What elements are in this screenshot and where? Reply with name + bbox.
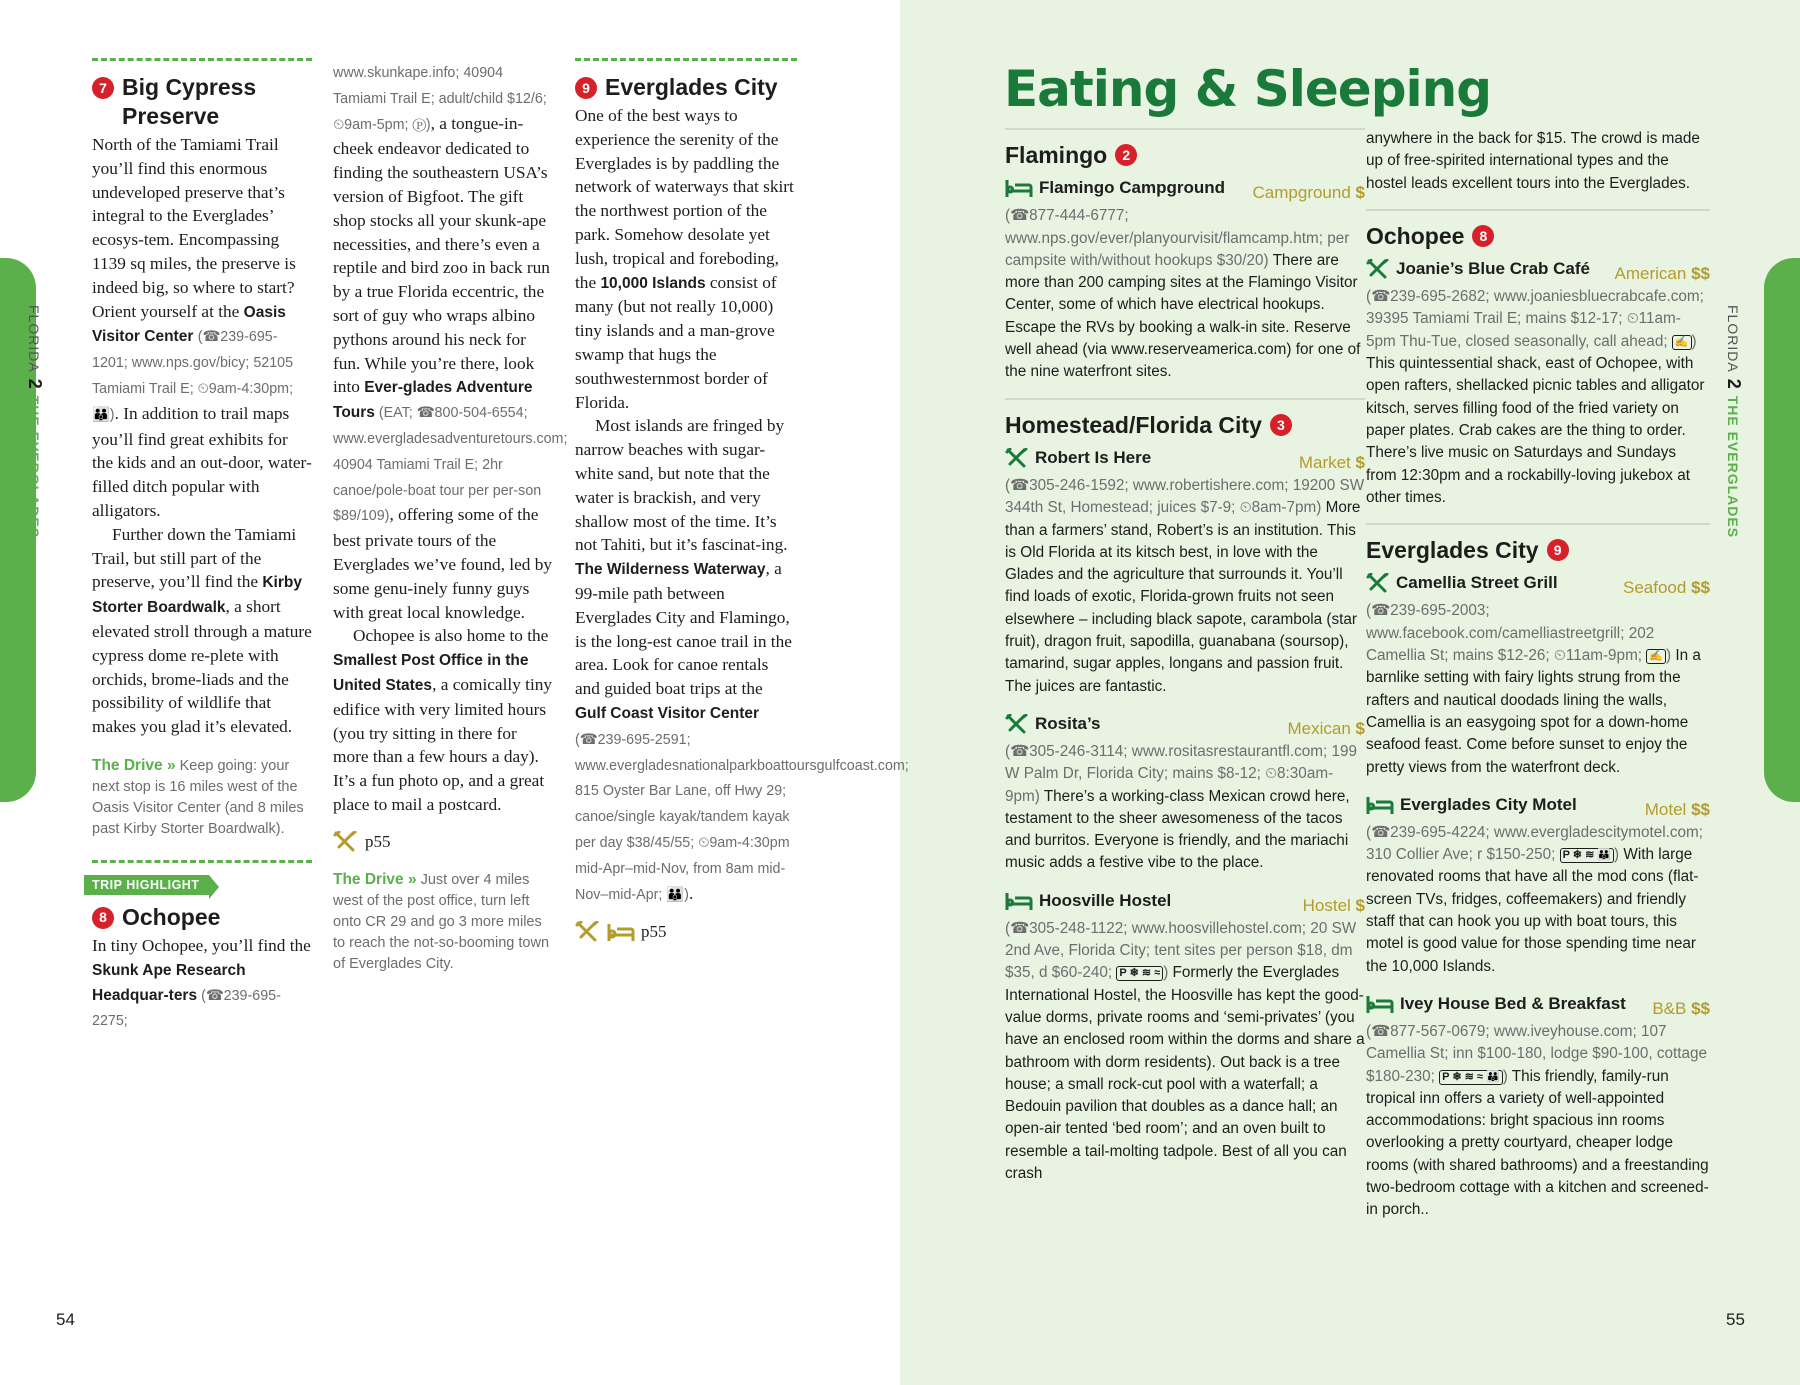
section-title: Everglades City	[1366, 537, 1539, 564]
section-heading	[1005, 144, 1365, 166]
price-indicator: $$	[1691, 578, 1710, 598]
section-rule	[1366, 523, 1710, 525]
price-indicator: $	[1355, 718, 1365, 738]
stop-body	[92, 523, 312, 739]
listing-name-text: Hoosville Hostel	[1039, 890, 1172, 910]
sleeping-icon	[1366, 994, 1394, 1014]
listing-info: )	[1691, 332, 1697, 350]
cross-reference[interactable]	[575, 921, 797, 943]
running-head-region: FLORIDA	[26, 305, 42, 373]
stop-heading	[92, 73, 312, 131]
listing-name-text: Ivey House Bed & Breakfast	[1400, 993, 1626, 1013]
sleeping-icon	[1005, 891, 1033, 911]
sleeping-icon	[607, 921, 635, 943]
poi-info: (☎239-695-2591; www.evergladesnationalparkboattoursgulfcoast.com; 815 Oyster Bar Lane, off Hwy 29; canoe/single kayak/tandem kayak per day $38/45/55; ⏲9am-4:30pm mid-Apr–mid-Nov, from 8am mid-Nov–mid-Apr; 👪)	[575, 731, 909, 903]
section-divider	[575, 58, 797, 61]
listing-text: Formerly the Everglades International Hostel, the Hoosville has kept the good-value dorms, private rooms and ‘semi-privates’ (you have an enclosed room within the dorms and share a bathroom with dorm residents). Out back is a tree house; a small rock-cut pool with a waterfall; a Bedouin pavilion that doubles as a dance hall; an open-air tented ‘bed room’; and an oven built to resemble a tail-molting tadpole. Best of all you can crash	[1005, 964, 1365, 1182]
page-number-right: 55	[1726, 1310, 1745, 1329]
eating-icon	[1366, 573, 1390, 593]
listing-header	[1366, 992, 1710, 1021]
listing	[1366, 992, 1710, 1222]
listing-info: )	[1163, 964, 1169, 982]
listing-info: )	[1502, 1067, 1508, 1085]
listing-info: (☎305-246-3114; www.rositasrestaurantfl.com; 199 W Palm Dr, Florida City; mains $8-12; ⏲8:30am-9pm)	[1005, 742, 1358, 805]
listing-body	[1366, 286, 1710, 509]
listing-name	[1366, 992, 1626, 1016]
amenity-icons: ✍	[1646, 649, 1666, 664]
listing-info: (☎239-695-2682; www.joaniesbluecrabcafe.com; 39395 Tamiami Trail E; mains $12-17; ⏲11am-5pm Thu-Tue, closed seasonally, call ahead;	[1366, 288, 1704, 350]
drive-text: Just over 4 miles west of the post office, turn left onto CR 29 and go 3 more miles to reach the not-so-booming town of Everglades City.	[333, 871, 550, 972]
listing-name	[1005, 446, 1151, 470]
poi-info: (☎239-695-2275;	[92, 987, 281, 1030]
listing-text: In a barnlike setting with fairy lights strung from the rafters and nautical doodads lining the walls, Camellia is an easygoing spot for a down-home seafood feast. Come before sunset to enjoy the pretty views from the waterfront deck.	[1366, 647, 1701, 776]
stop-number-badge: 8	[1472, 225, 1494, 247]
poi-info: www.skunkape.info; 40904 Tamiami Trail E; adult/child $12/6; ⏲9am-5pm; Ⓟ)	[333, 65, 547, 133]
body-text: Ochopee is also home to the	[353, 626, 549, 646]
listing-text: With large renovated rooms that have all the mod cons (flat-screen TVs, fridges, coffeemakers) and friendly staff that can hook you up with boat tours, this motel is good value for those spending time near the 10,000 Islands.	[1366, 846, 1699, 975]
listing-header	[1005, 889, 1365, 918]
listing-name	[1366, 793, 1577, 817]
listing-type	[1652, 997, 1710, 1021]
listing-type	[1615, 262, 1710, 286]
drive-label: The Drive »	[333, 870, 417, 888]
stop-body	[575, 414, 909, 907]
listing	[1366, 571, 1710, 778]
stop-number-badge: 9	[575, 77, 597, 99]
listing-text: anywhere in the back for $15. The crowd is made up of free-spirited international types and the hostel leads excellent tours into the Everglades.	[1366, 130, 1700, 192]
stop-title: Everglades City	[605, 74, 778, 100]
price-indicator: $$	[1691, 799, 1710, 819]
chapter-tab-right	[1764, 258, 1800, 802]
eating-icon	[575, 921, 601, 943]
price-indicator: $	[1355, 895, 1365, 915]
listing-type-text: Seafood	[1623, 578, 1687, 598]
listing	[1366, 793, 1710, 978]
listing-header	[1366, 571, 1710, 600]
amenity-icons: P ❄ ≋ ≈ 👪	[1439, 1070, 1503, 1085]
price-indicator: $	[1355, 452, 1365, 472]
listing-continued	[1366, 128, 1710, 195]
running-head-left	[24, 305, 45, 538]
stop-body	[333, 60, 568, 624]
body-text: Further down the Tamiami Trail, but still part of the preserve, you’ll find the	[92, 524, 297, 592]
listing-name-text: Flamingo Campground	[1039, 178, 1226, 198]
listing	[1005, 176, 1365, 383]
body-text: , a tongue-in-cheek endeavor dedicated to finding the southeastern USA’s version of Bigfoot. The gift shop stocks all your skunk-ape necessities, and there’s even a reptile and bird zoo in back run by a true Florida eccentric, the sort of guy who wraps albino pythons around his neck for fun. While you’re there, look into	[333, 113, 550, 397]
listing-name	[1005, 712, 1101, 736]
listing-text: More than a farmers’ stand, Robert’s is an institution. This is Old Florida at its kitsch best, in love with the Glades and the agriculture that surrounds it. You’ll find loads of exotic, Florida-grown fruits not seen elsewhere – including black sapote, carambola (star fruit), dragon fruit, sapodilla, guanabana (soursop), tamarind, sugar apples, longans and passion fruit. The juices are fantastic.	[1005, 499, 1361, 695]
listing-info: )	[1614, 846, 1620, 864]
listing	[1005, 889, 1365, 1186]
section-divider	[92, 58, 312, 61]
drive-note	[333, 869, 555, 975]
listing-text: There’s a working-class Mexican crowd here, testament to the sheer awesomeness of the tacos and burritos. Everyone is friendly, and the mariachi music adds a festive vibe to the place.	[1005, 787, 1350, 872]
listing-text: This friendly, family-run tropical inn offers a variety of well-appointed accommodations: bright spacious inn rooms overlooking a pretty courtyard, cheaper lodge rooms (with shared bathrooms) and a freestanding two-bedroom cottage with a kitchen and screened-in porch..	[1366, 1067, 1709, 1219]
running-head-right	[1723, 305, 1744, 538]
section-divider	[92, 860, 312, 863]
listing-name	[1005, 889, 1171, 913]
amenity-icons: ✍	[1672, 335, 1692, 350]
listing-text: There are more than 200 camping sites at the Flamingo Visitor Center, some of which have electrical hookups. Escape the RVs by booking a walk-in site. Reserve well ahead (via www.reserveamerica.com) for one of the nine waterfront sites.	[1005, 251, 1361, 381]
listing-name-text: Robert Is Here	[1035, 447, 1152, 467]
body-text: , a comically tiny edifice with very limited hours (you try sitting in there for more than a few hours a day). It’s a fun photo op, and a great place to mail a postcard.	[333, 674, 553, 814]
listing-header	[1005, 176, 1365, 205]
stop-body	[92, 133, 312, 523]
listing-info: (☎305-246-1592; www.robertishere.com; 19200 SW 344th St, Homestead; juices $7-9; ⏲8am-7pm)	[1005, 476, 1365, 517]
drive-note	[92, 755, 312, 840]
body-text: . In addition to trail maps you’ll find great exhibits for the kids and an out-door, water-filled ditch popular with alligators.	[92, 403, 312, 520]
listing-info: )	[1666, 647, 1672, 665]
stop-title: Big Cypress Preserve	[122, 74, 257, 129]
listings-column-2	[1366, 128, 1710, 1236]
stop-heading	[575, 73, 797, 102]
section-heading	[1005, 411, 1365, 438]
poi-name: Skunk Ape Research Headquar-ters	[92, 961, 246, 1004]
page-number-left: 54	[56, 1310, 75, 1329]
listing-info: (☎305-248-1122; www.hoosvillehostel.com; 20 SW 2nd Ave, Florida City; tent sites per person $18, dm $35, d $60-240;	[1005, 919, 1357, 982]
body-text: , a 99-mile path between Everglades City and Flamingo, is the long-est canoe trail in the area. Look for canoe rentals and guided boat trips at the	[575, 559, 792, 699]
running-head-chapter: 2	[1724, 378, 1744, 390]
listings-column-1	[1005, 128, 1365, 1199]
listing-info: (☎877-444-6777; www.nps.gov/ever/planyourvisit/flamcamp.htm; per campsite with/without hookups $30/20)	[1005, 207, 1350, 269]
listing-name-text: Everglades City Motel	[1400, 794, 1577, 814]
listing-type	[1299, 451, 1365, 475]
listing-type	[1645, 798, 1710, 822]
body-text: , offering some of the best private tours of the Everglades we’ve found, led by some genu-inely funny guys with great local knowledge.	[333, 505, 552, 622]
poi-name: Smallest Post Office in the United States	[333, 652, 529, 694]
poi-info: (☎239-695-1201; www.nps.gov/bicy; 52105 Tamiami Trail E; ⏲9am-4:30pm; 👪)	[92, 329, 294, 423]
body-text: consist of many (but not really 10,000) tiny islands and a man-grove swamp that hugs the southwesternmost border of Florida.	[575, 272, 777, 412]
section-heading	[1366, 537, 1710, 564]
poi-info: (EAT; ☎800-504-6554; www.evergladesadventuretours.com; 40904 Tamiami Trail E; 2hr canoe/pole-boat tour per per-son $89/109)	[333, 405, 568, 525]
poi-name: 10,000 Islands	[600, 274, 706, 292]
body-text: In tiny Ochopee, you’ll find the	[92, 935, 311, 955]
price-indicator: $	[1355, 183, 1365, 203]
listing-info: (☎239-695-2003; www.facebook.com/camelliastreetgrill; 202 Camellia St; mains $12-26; ⏲11am-9pm;	[1366, 602, 1655, 665]
listing-type-text: Campground	[1252, 183, 1351, 203]
listing-body	[1366, 600, 1710, 778]
running-head-title: THE EVERGLADES	[1725, 395, 1741, 539]
listing-type-text: Market	[1298, 452, 1351, 472]
page-reference: p55	[641, 922, 667, 942]
stop-body	[92, 934, 312, 1034]
stop-number-badge: 7	[92, 77, 114, 99]
listing	[1005, 712, 1365, 875]
sleeping-icon	[1366, 795, 1394, 815]
stop-title: Ochopee	[122, 903, 221, 930]
listing-body	[1005, 918, 1365, 1186]
section-rule	[1005, 128, 1365, 130]
listing-header	[1366, 793, 1710, 822]
listing-type-text: Mexican	[1287, 718, 1351, 738]
listing-body	[1005, 205, 1365, 383]
listing-type-text: Hostel	[1302, 895, 1351, 915]
listing-type-text: B&B	[1652, 998, 1687, 1018]
stop-number-badge: 3	[1270, 414, 1292, 436]
listing-type	[1303, 894, 1365, 918]
running-head-region: FLORIDA	[1725, 305, 1741, 373]
listing-type	[1623, 576, 1710, 600]
poi-name: Ever-glades Adventure Tours	[333, 379, 533, 422]
listing-name	[1366, 571, 1558, 595]
listing-name-text: Joanie’s Blue Crab Café	[1396, 259, 1590, 279]
section-title: Ochopee	[1366, 222, 1465, 249]
listing-body	[1366, 822, 1710, 978]
listing-type-text: American	[1614, 264, 1687, 284]
section-title: Homestead/Florida City	[1005, 411, 1262, 438]
amenity-icons: P ❄ ≋ ≈	[1116, 966, 1163, 981]
eating-icon	[1366, 259, 1390, 279]
poi-name: Kirby Storter Boardwalk	[92, 574, 302, 617]
listing-name	[1005, 176, 1229, 200]
listing-body	[1366, 1021, 1710, 1222]
drive-text: Keep going: your next stop is 16 miles west of the Oasis Visitor Center (and 8 miles past Kirby Storter Boardwalk).	[92, 757, 304, 837]
column-2	[333, 60, 568, 975]
drive-label: The Drive »	[92, 756, 176, 774]
stop-number-badge: 9	[1547, 539, 1569, 561]
eating-icon	[333, 831, 359, 853]
running-head-chapter: 2	[25, 378, 45, 390]
listing	[1005, 446, 1365, 698]
listing	[1366, 257, 1710, 509]
listing-header	[1005, 446, 1365, 475]
page-title: Eating & Sleeping	[1004, 60, 1492, 118]
listing-type	[1287, 717, 1365, 741]
page-reference: p55	[365, 831, 391, 851]
stop-body	[333, 624, 555, 816]
listing-body	[1005, 741, 1365, 875]
body-text: One of the best ways to experience the serenity of the Everglades is by paddling the network of waterways that skirt the northwest portion of the park. Somehow desolate yet lush, tropical and foreboding, the	[575, 106, 794, 292]
stop-number-badge: 8	[92, 907, 114, 929]
body-text: North of the Tamiami Trail you’ll find this enormous undeveloped preserve that’s integral to the Everglades’ ecosys-tem. Encompassing 1139 sq miles, the preserve is indeed big, so where to start? Orient yourself at the	[92, 135, 296, 321]
section-title: Flamingo	[1005, 142, 1108, 168]
listing-type-text: Motel	[1644, 799, 1687, 819]
sleeping-icon	[1005, 178, 1033, 198]
column-3	[575, 58, 909, 943]
running-head-title: THE EVERGLADES	[26, 395, 42, 539]
listing-body	[1005, 475, 1365, 698]
amenity-icons: P ❄ ≋ 👪	[1560, 848, 1614, 863]
section-heading	[1366, 222, 1710, 249]
listing-header	[1366, 257, 1710, 286]
eating-icon	[1005, 448, 1029, 468]
column-1	[92, 58, 312, 1034]
listing-info: (☎877-567-0679; www.iveyhouse.com; 107 Camellia St; inn $100-180, lodge $90-100, cottage $180-230;	[1366, 1022, 1708, 1085]
poi-name: The Wilderness Waterway	[575, 561, 766, 579]
listing-name	[1366, 257, 1590, 281]
section-rule	[1005, 398, 1365, 400]
listing-info: (☎239-695-4224; www.evergladescitymotel.com; 310 Collier Ave; r $150-250;	[1366, 823, 1704, 864]
body-text: .	[688, 883, 694, 903]
listing-type	[1253, 181, 1365, 205]
listing-name-text: Rosita’s	[1035, 713, 1101, 733]
price-indicator: $$	[1691, 998, 1710, 1018]
price-indicator: $$	[1691, 264, 1710, 284]
body-text: , a short elevated stroll through a mature cypress dome re-plete with orchids, brome-liads and the possibility of wildlife that makes you glad it’s elevated.	[92, 597, 312, 737]
stop-body	[575, 104, 797, 414]
poi-name: Gulf Coast Visitor Center	[575, 704, 760, 722]
body-text: Most islands are fringed by narrow beaches with sugar-white sand, but note that the water is brackish, and very shallow most of the time. It’s not Tahiti, but it’s fascinat-ing.	[575, 416, 788, 555]
stop-heading	[92, 903, 312, 932]
listing-name-text: Camellia Street Grill	[1396, 573, 1558, 593]
poi-name: Oasis Visitor Center	[92, 303, 286, 346]
listing-text: This quintessential shack, east of Ochopee, with open rafters, shellacked picnic tables and alligator kitsch, serves filling food of the fried variety on paper plates. Crab cakes are the thing to order. There’s live music on Saturdays and Sundays from 12:30pm and a rockabilly-loving jukebox at other times.	[1366, 355, 1705, 506]
trip-highlight-badge: TRIP HIGHLIGHT	[84, 875, 209, 895]
cross-reference[interactable]	[333, 831, 555, 853]
eating-icon	[1005, 714, 1029, 734]
stop-number-badge: 2	[1115, 144, 1137, 166]
listing-header	[1005, 712, 1365, 741]
section-rule	[1366, 209, 1710, 211]
